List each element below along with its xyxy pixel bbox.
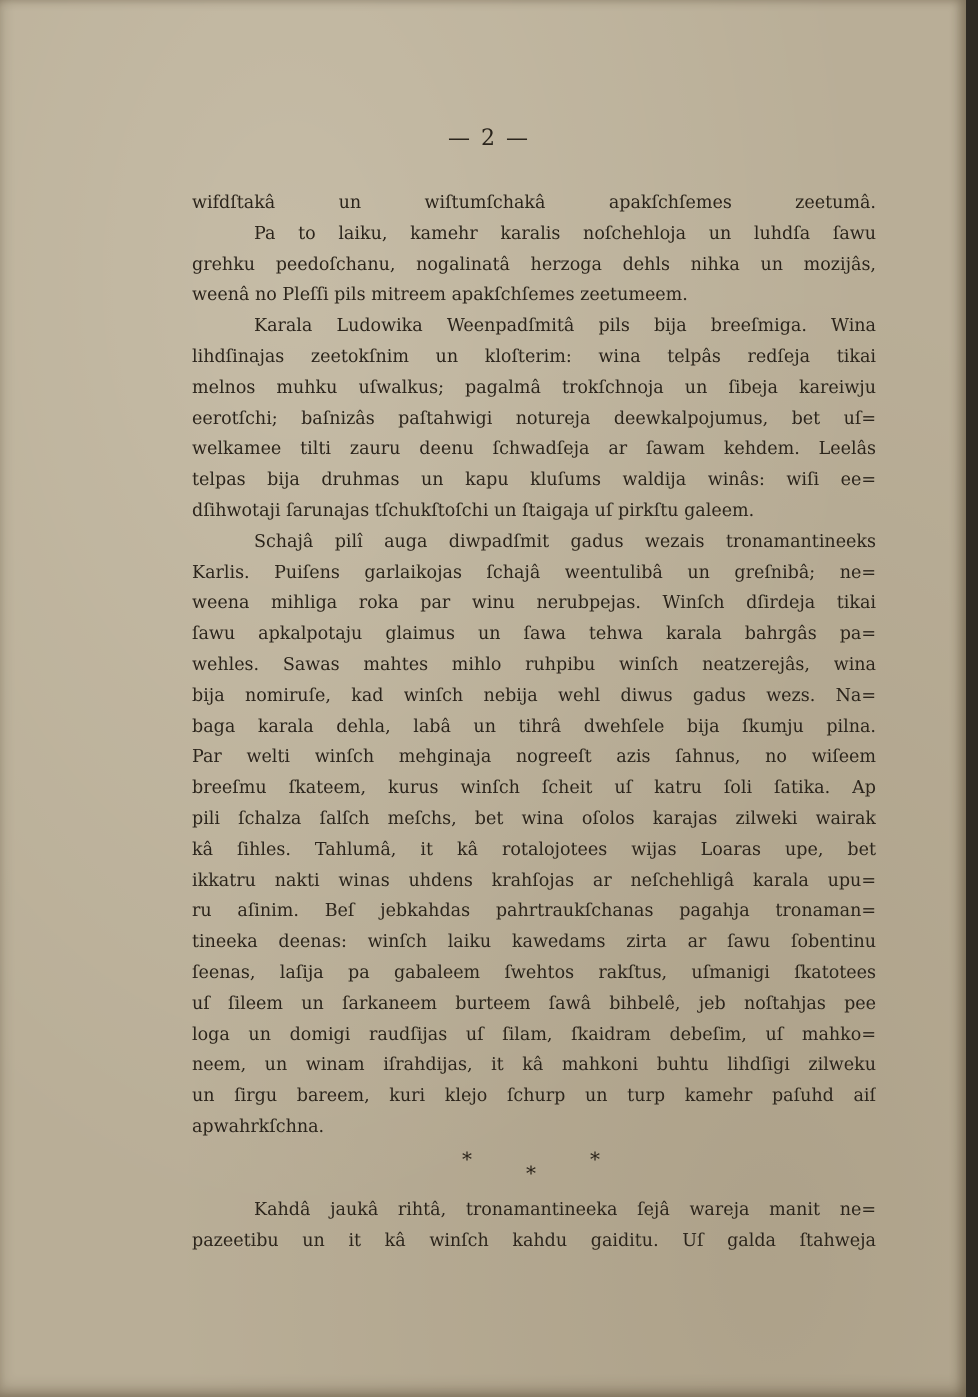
text-line: breeſmu ſkateem, kurus winſch ſcheit uſ katru ſoli ſatika. Ap [192,778,876,799]
section-separator [192,1143,876,1195]
page-number: — 2 — [448,126,530,151]
text-line: Karala Ludowika Weenpadſmitâ pils bija breeſmiga. Wina [254,316,876,337]
text-line: ſawu apkalpotaju glaimus un ſawa tehwa karala bahrgâs pa= [192,624,876,645]
separator-star: * [590,1146,600,1171]
text-line: pili ſchalza ſalſch meſchs, bet wina oſolos karajas zilweki wairak [192,808,876,829]
text-line: wehles. Sawas mahtes mihlo ruhpibu winſch neatzerejâs, wina [192,654,876,675]
text-line: ikkatru nakti winas uhdens krahſojas ar neſchehligâ karala upu= [192,870,876,891]
text-line: ſeenas, laſija pa gabaleem ſwehtos rakſtus, uſmanigi ſkatotees [192,962,876,983]
text-line: Schajâ pilî auga diwpadſmit gadus wezais tronamantineeks [254,531,876,552]
text-line: pazeetibu un it kâ winſch kahdu gaiditu. Uſ galda ſtahweja [192,1230,876,1251]
body-text [192,188,876,1256]
text-line: wifdſtakâ un wiſtumſchakâ apakſchſemes zeetumâ. [192,193,876,213]
text-line: neem, un winam iſrahdijas, it kâ mahkoni buhtu lihdſigi zilweku [192,1055,876,1076]
text-line: un ſirgu bareem, kuri klejo ſchurp un turp kamehr paſuhd aiſ [192,1086,876,1107]
text-line: tineeka deenas: winſch laiku kawedams zirta ar ſawu ſobentinu [192,932,876,953]
text-line: weena mihliga roka par winu nerubpejas. Winſch dſirdeja tikai [192,593,876,614]
text-line: apwahrkſchna. [192,1116,325,1137]
text-line: lihdſinajas zeetokſnim un kloſterim: wina telpâs redſeja tikai [192,346,876,367]
text-line: grehku peedoſchanu, nogalinatâ herzoga dehls nihka un mozijâs, [192,254,876,275]
text-line: loga un domigi raudſijas uſ ſilam, ſkaidram debeſim, uſ mahko= [192,1024,876,1045]
text-line: Pa to laiku, kamehr karalis noſchehloja un luhdſa ſawu [254,223,876,244]
text-line: baga karala dehla, labâ un tihrâ dwehſele bija ſkumju pilna. [192,716,876,737]
text-line: bija nomiruſe, kad winſch nebija wehl diwus gadus wezs. Na= [192,685,876,706]
text-line: Kahdâ jaukâ rihtâ, tronamantineeka ſejâ wareja manit ne= [254,1199,876,1220]
text-line: kâ ſihles. Tahlumâ, it kâ rotalojotees wijas Loaras upe, bet [192,839,876,860]
text-line: Par welti winſch mehginaja nogreeſt azis ſahnus, no wiſeem [192,747,876,768]
text-line: welkamee tilti zauru deenu ſchwadſeja ar ſawam kehdem. Leelâs [192,439,876,460]
text-line: melnos muhku uſwalkus; pagalmâ trokſchnoja un ſibeja kareiwju [192,377,876,398]
text-line: telpas bija druhmas un kapu kluſums waldija winâs: wiſi ee= [192,470,876,491]
separator-star: * [526,1160,536,1185]
text-line: Karlis. Puiſens garlaikojas ſchajâ weentulibâ un greſnibâ; ne= [192,562,876,583]
text-line: uſ ſileem un ſarkaneem burteem ſawâ bihbelê, jeb noſtahjas pee [192,993,876,1014]
separator-star: * [462,1146,472,1171]
text-line: ru aſinim. Beſ jebkahdas pahrtraukſchanas pagahja tronaman= [192,901,876,922]
text-line: eerotſchi; baſnizâs paſtahwigi notureja deewkalpojumus, bet uſ= [192,408,876,429]
text-line: weenâ no Pleſſi pils mitreem apakſchſemes zeetumeem. [192,285,688,306]
page-edge-shadow [966,0,978,1397]
text-line: dſihwotaji ſarunajas tſchukſtoſchi un ſtaigaja uſ pirkſtu galeem. [192,500,755,521]
